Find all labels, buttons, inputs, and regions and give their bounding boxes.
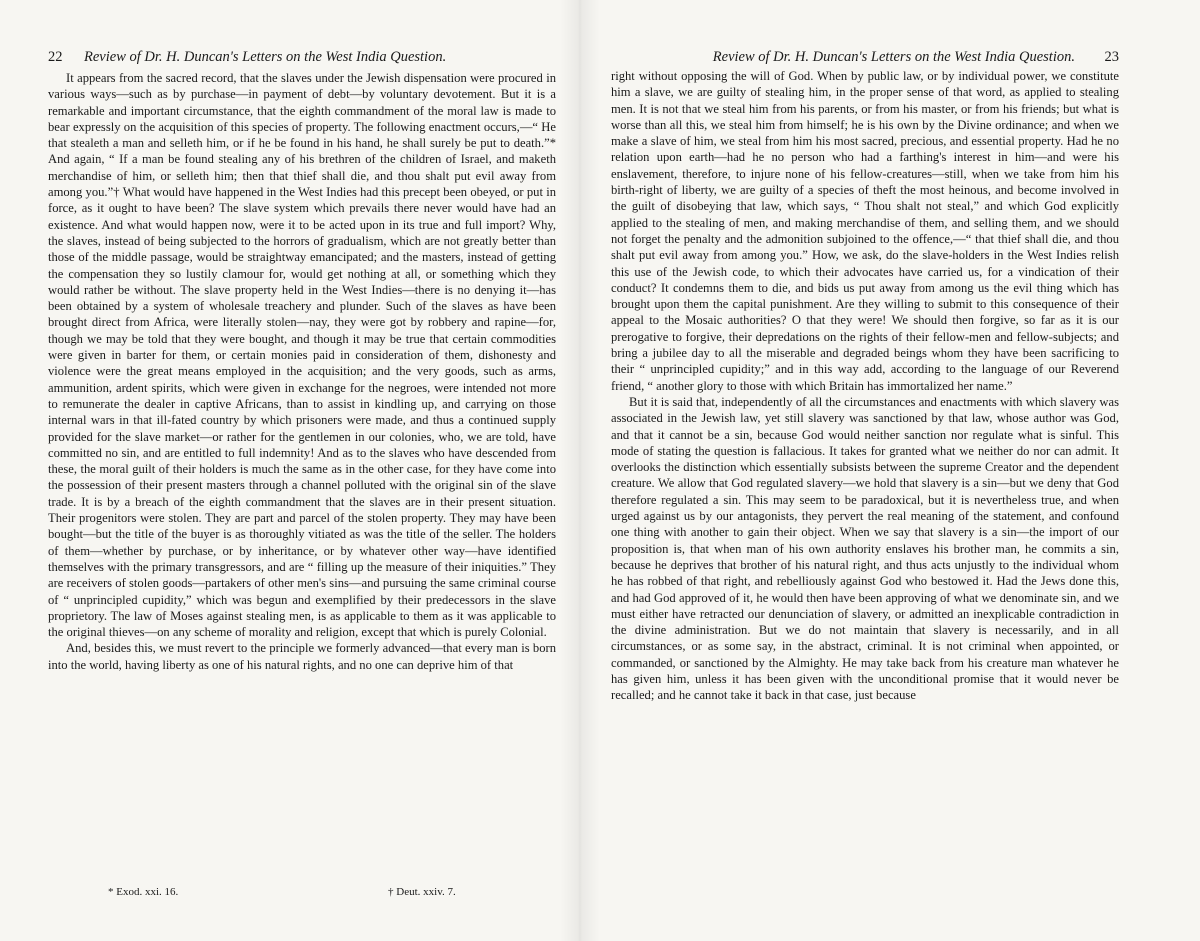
right-paragraph-2: But it is said that, independently of all the circumstances and enactments with which slavery was associated in the Jewish law, yet still slavery was sanctioned by that law, whose author was God, and that it cannot be a sin, because God would neither sanction nor regulate what is sinful. This mode of stating the question is fallacious. It takes for granted what we neither do nor can admit. It overlooks the distinction which essentially subsists between the supreme Creator and the dependent creature. We allow that God regulated slavery—we hold that slavery is a sin—but we deny that God therefore regulated a sin. This may seem to be paradoxical, but it is nevertheless true, and when urged against us by our antagonists, they pervert the real meaning of the statement, and confound one thing with another to gain their object. When we say that slavery is a sin—the import of our proposition is, that when man of his own authority enslaves his brother man, he commits a sin, because he deprives that brother of his natural right, and thus acts unjustly to the individual whom he has robbed of that right, and rebelliously against God who bestowed it. Had the Jews done this, and had God approved of it, he would then have been approving of what we denominate sin, and we must either have retracted our denunciation of slavery, or admitted an inexplicable contradiction in the divine administration. But we do not maintain that slavery is necessarily, and in all circumstances, or as some say, in the abstract, criminal. It is not criminal when appointed, or commanded, or sanctioned by the Almighty. He may take back from his creature man whatever he has given him, unless it has been given with the unconditional promise that it would never be recalled; and he cannot take it back in that case, just because [611,394,1119,703]
left-paragraph-1: It appears from the sacred record, that the slaves under the Jewish dispensation were procured in various ways—such as by purchase—in payment of debt—by voluntary devotement. But it is a remarkable and important circumstance, that the eighth commandment of the moral law is made to bear expressly on the acquisition of this species of property. The following enactment occurs,—“ He that stealeth a man and selleth him, or if he be found in his hand, he shall surely be put to death.”* And again, “ If a man be found stealing any of his brethren of the children of Israel, and maketh merchandise of him, or selleth him; then that thief shall die, and thou shalt put evil away from among you.”† What would have happened in the West Indies had this precept been obeyed, or put in force, as it ought to have been? The slave system which prevails there never would have had an existence. And what would happen now, were it to be acted upon in its true and full import? Why, the slaves, instead of being subjected to the horrors of gradualism, which are not greatly better than those of the middle passage, would be straightway emancipated; and the masters, instead of getting the compensation they so lustily clamour for, would get nothing at all, or something which they would rather be without. The slave property held in the West Indies—there is no denying it—has been obtained by a system of wholesale treachery and plunder. Such of the slaves as have been brought direct from Africa, were literally stolen—nay, they were got by robbery and rapine—for, though we may be told that they were bought, and though it may be true that certain commodities were given in barter for them, or certain monies paid in consideration of them, dishonesty and violence were the great means employed in the acquisition; and the very goods, such as arms, ammunition, ardent spirits, which were given in exchange for the negroes, were intended not more to remunerate the dealer in captive Africans, than to assist in kindling up, and carrying on those internal wars in that ill-fated country by which prisoners were made, and thus a continued supply provided for the slave market—or rather for the gentlemen in our colonies, who, we are told, have committed no sin, and are entitled to full indemnity! And as to the slaves who have descended from these, the moral guilt of their holders is much the same as in the other case, for they have come into the possession of their present masters through a channel polluted with the original sin of the slave trade. It is by a breach of the eighth commandment that the slaves are in their present situation. Their progenitors were stolen. They are part and parcel of the stolen property. They may have been bought—but the title of the buyer is as thoroughly vitiated as was the title of the seller. The holders of them—whether by purchase, or by inheritance, or by whatever other way—have identified themselves with the primary transgressors, and are “ filling up the measure of their iniquities.” They are receivers of stolen goods—partakers of other men's sins—and pursuing the same criminal course of “ unprincipled cupidity,” which was begun and exemplified by their predecessors in the slave proprietory. The law of Moses against stealing men, is as applicable to them as it was applicable to the original thieves—on any scheme of morality and religion, except that which is purely Colonial. [48,71,556,640]
right-running-title: Review of Dr. H. Duncan's Letters on the West India Question. [712,49,1075,65]
left-page-body [48,70,556,673]
right-page-header [611,48,1119,66]
right-page-number: 23 [1104,49,1119,65]
right-paragraph-1: right without opposing the will of God. When by public law, or by individual power, we constitute him a slave, we are guilty of stealing him, in the proper sense of that word, as applied to stealing men. It is not that we steal him from his parents, or from his master, or from his friends; but what is worse than all this, we steal him from himself; he is his own by the Divine ordinance; and when we make a slave of him, we steal from him his most sacred, precious, and essential property. Had he no relation upon earth—had he no person who had a farthing's interest in him—and were his enslavement, therefore, to injure none of his fellow-creatures—still, when we take from him his birth-right of liberty, we are guilty of a species of theft the most heinous, and become involved in the guilt of disobeying that law, which says, “ Thou shalt not steal,” and which God explicitly applied to the stealing of men, and making merchandise of them, and selling them, and we should not forget the penalty and the admonition subjoined to the offence,—“ that thief shall die, and thou shalt put evil away from among you.” How, we ask, do the slave-holders in the West Indies relish this use of the Jewish code, to which their advocates have carried us, for a vindication of their conduct? It condemns them to die, and bids us put away from among us the evil thing which has brought upon them the capital punishment. Are they willing to submit to this consequence of their appeal to the Mosaic authorities? O that they were! We should then forgive, so far as it is our prerogative to forgive, their depredations on the rights of their fellow-men and fellow-subjects; and bring a jubilee day to all the miserable and degraded beings whom they have been sacrificing to their “ unprincipled cupidity;” and in this way add, according to the language of our Reverend friend, “ another glory to those with which Britain has immortalized her name.” [611,69,1119,393]
left-page-number: 22 [48,49,63,65]
left-page-header [48,48,556,66]
footnote-deuteronomy: † Deut. xxiv. 7. [388,886,456,898]
left-paragraph-2: And, besides this, we must revert to the principle we formerly advanced—that every man is born into the world, having liberty as one of his natural rights, and no one can deprive him of that [48,641,556,672]
left-footnotes [48,884,556,900]
page-gutter [560,0,600,941]
right-page-body [611,68,1119,704]
footnote-exodus: * Exod. xxi. 16. [108,886,179,898]
left-running-title: Review of Dr. H. Duncan's Letters on the West India Question. [84,49,447,65]
